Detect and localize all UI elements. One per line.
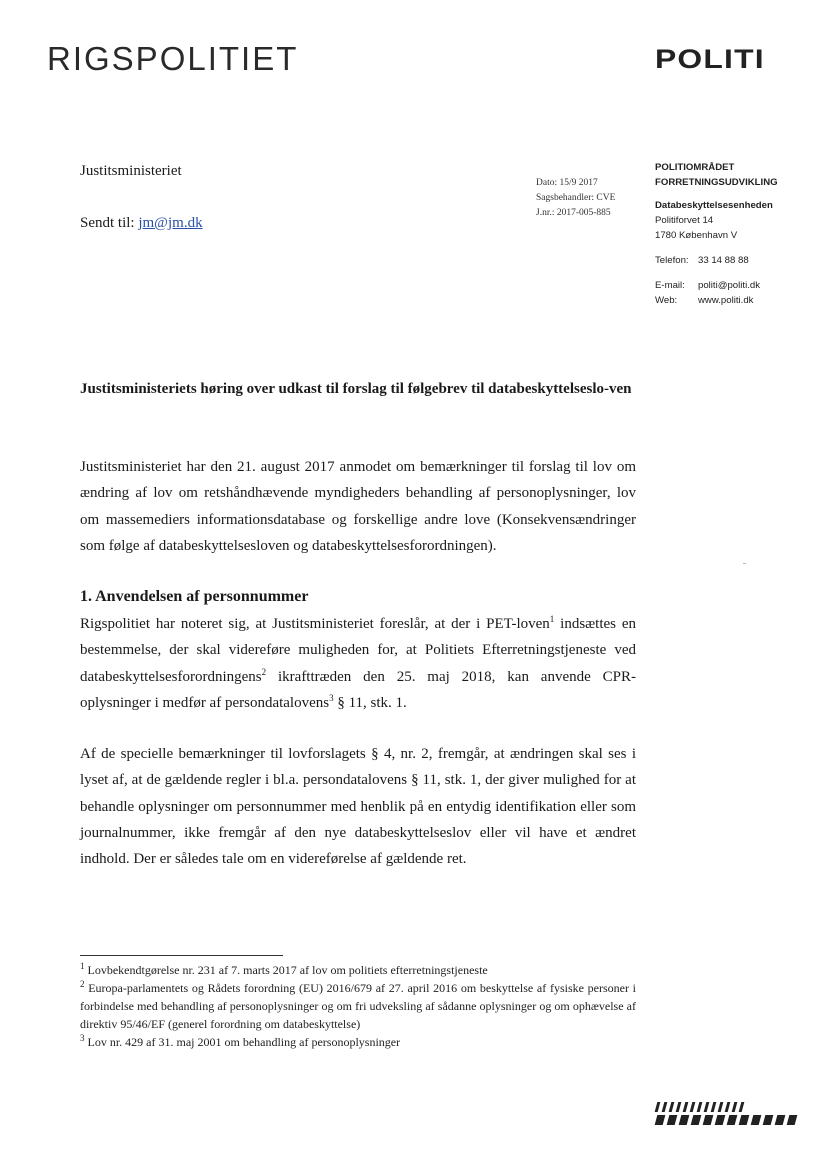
rigspolitiet-logo: RIGSPOLITIET xyxy=(47,40,299,77)
web-row xyxy=(655,293,778,308)
stripe xyxy=(676,1102,682,1112)
intro-paragraph: Justitsministeriet har den 21. august 2017 anmodet om bemærkninger til forslag til lov om ændring af lov om retshåndhævende myndigheders behandling af personoplysninger, lov om massemediers informationsdatabase og forskellige andre love (Konsekvensændringer som følge af databeskyttelsesloven og databeskyttelsesforordningen). xyxy=(80,459,636,554)
section-1-paragraph-2: Af de specielle bemærkninger til lovforslagets § 4, nr. 2, fremgår, at ændringen skal ses i lyset af, at de gældende regler i bl.a. persondatalovens § 11, stk. 1, der giver mulighed for at behandle oplysninger om personnummer med henblik på en entydig identifikation eller som journalnummer, ikke fremgår af den nye databeskyttelseslov eller vil have et ændret indhold. Der er således tale om en videreførelse af gældende ret. xyxy=(80,746,636,868)
stripe xyxy=(763,1115,774,1125)
section-1-title: 1. Anvendelsen af personnummer xyxy=(80,588,309,605)
web-value: www.politi.dk xyxy=(698,295,754,306)
stripe xyxy=(751,1115,762,1125)
stripe xyxy=(683,1102,689,1112)
stripe xyxy=(739,1115,750,1125)
sendt-til xyxy=(80,215,203,232)
stripe xyxy=(727,1115,738,1125)
stripe xyxy=(715,1115,726,1125)
org-city: 1780 København V xyxy=(655,230,738,241)
org-line-1: POLITIOMRÅDET xyxy=(655,162,735,173)
org-street: Politiforvet 14 xyxy=(655,215,714,226)
telefon-row xyxy=(655,253,778,268)
stripe xyxy=(691,1115,702,1125)
stripe xyxy=(690,1102,696,1112)
telefon-label: Telefon: xyxy=(655,255,689,266)
police-stripe-pattern xyxy=(656,1102,796,1128)
politi-logo: POLITI xyxy=(655,44,765,74)
sender-info xyxy=(655,160,778,308)
letter-heading: Justitsministeriets høring over udkast til forslag til følgebrev til databeskyttelseslo-ven xyxy=(80,381,632,397)
date: Dato: 15/9 2017 xyxy=(536,178,598,188)
stripe xyxy=(655,1115,666,1125)
stripe xyxy=(775,1115,786,1125)
footnote-1: $^1$ Lovbekendtgørelse nr. 231 af 7. marts 2017 af lov om politiets efterretningstjeneste xyxy=(80,961,488,977)
stripe xyxy=(655,1102,661,1112)
stripe xyxy=(732,1102,738,1112)
stripe xyxy=(703,1115,714,1125)
email-label: E-mail: xyxy=(655,280,685,291)
stripe xyxy=(704,1102,710,1112)
scan-speck xyxy=(743,563,746,564)
web-label: Web: xyxy=(655,295,678,306)
footnote-ref-3: 3 xyxy=(329,692,334,703)
stripe xyxy=(679,1115,690,1125)
footnote-ref-2: 2 xyxy=(261,666,267,677)
stripe xyxy=(787,1115,798,1125)
recipient-name: Justitsministeriet xyxy=(80,163,182,179)
stripe xyxy=(718,1102,724,1112)
stripe xyxy=(662,1102,668,1112)
stripe xyxy=(725,1102,731,1112)
sendt-label: Sendt til: xyxy=(80,215,135,231)
case-handler: Sagsbehandler: CVE xyxy=(536,193,616,203)
case-meta xyxy=(536,176,615,221)
org-line-2: FORRETNINGSUDVIKLING xyxy=(655,177,778,188)
stripe xyxy=(697,1102,703,1112)
footnotes xyxy=(80,961,636,1051)
stripe xyxy=(739,1102,745,1112)
email-value: politi@politi.dk xyxy=(698,280,760,291)
stripe xyxy=(669,1102,675,1112)
journal-number: J.nr.: 2017-005-885 xyxy=(536,208,611,218)
section-1-paragraph-1: Rigspolitiet har noteret sig, at Justitsministeriet foreslår, at der i PET-loven$^1$ indsættes en bestemmelse, der skal videreføre muligheden for, at Politiets Efterretningstjeneste ved databeskyttelsesforordningens$^2$ ikrafttræden den 25. maj 2018, kan anvende CPR-oplysninger i medfør af persondatalovens$^3$ § 11, stk. 1. xyxy=(80,614,637,711)
telefon-value: 33 14 88 88 xyxy=(698,255,749,266)
footnote-separator xyxy=(80,955,283,956)
org-unit: Databeskyttelsesenheden xyxy=(655,200,773,211)
footnote-2: $^2$ Europa-parlamentets og Rådets forordning (EU) 2016/679 af 27. april 2016 om beskyttelse af fysiske personer i forbindelse med behandling af personoplysninger og om fri udveksling af sådanne oplysninger og om ophævelse af direktiv 95/46/EF (generel forordning om databeskyttelse) xyxy=(80,979,637,1031)
stripe xyxy=(711,1102,717,1112)
footnote-3: $^3$ Lov nr. 429 af 31. maj 2001 om behandling af personoplysninger xyxy=(80,1033,401,1049)
stripe xyxy=(667,1115,678,1125)
email-row xyxy=(655,278,778,293)
footnote-ref-1: 1 xyxy=(549,614,555,624)
recipient-email-link[interactable]: jm@jm.dk xyxy=(138,215,203,231)
